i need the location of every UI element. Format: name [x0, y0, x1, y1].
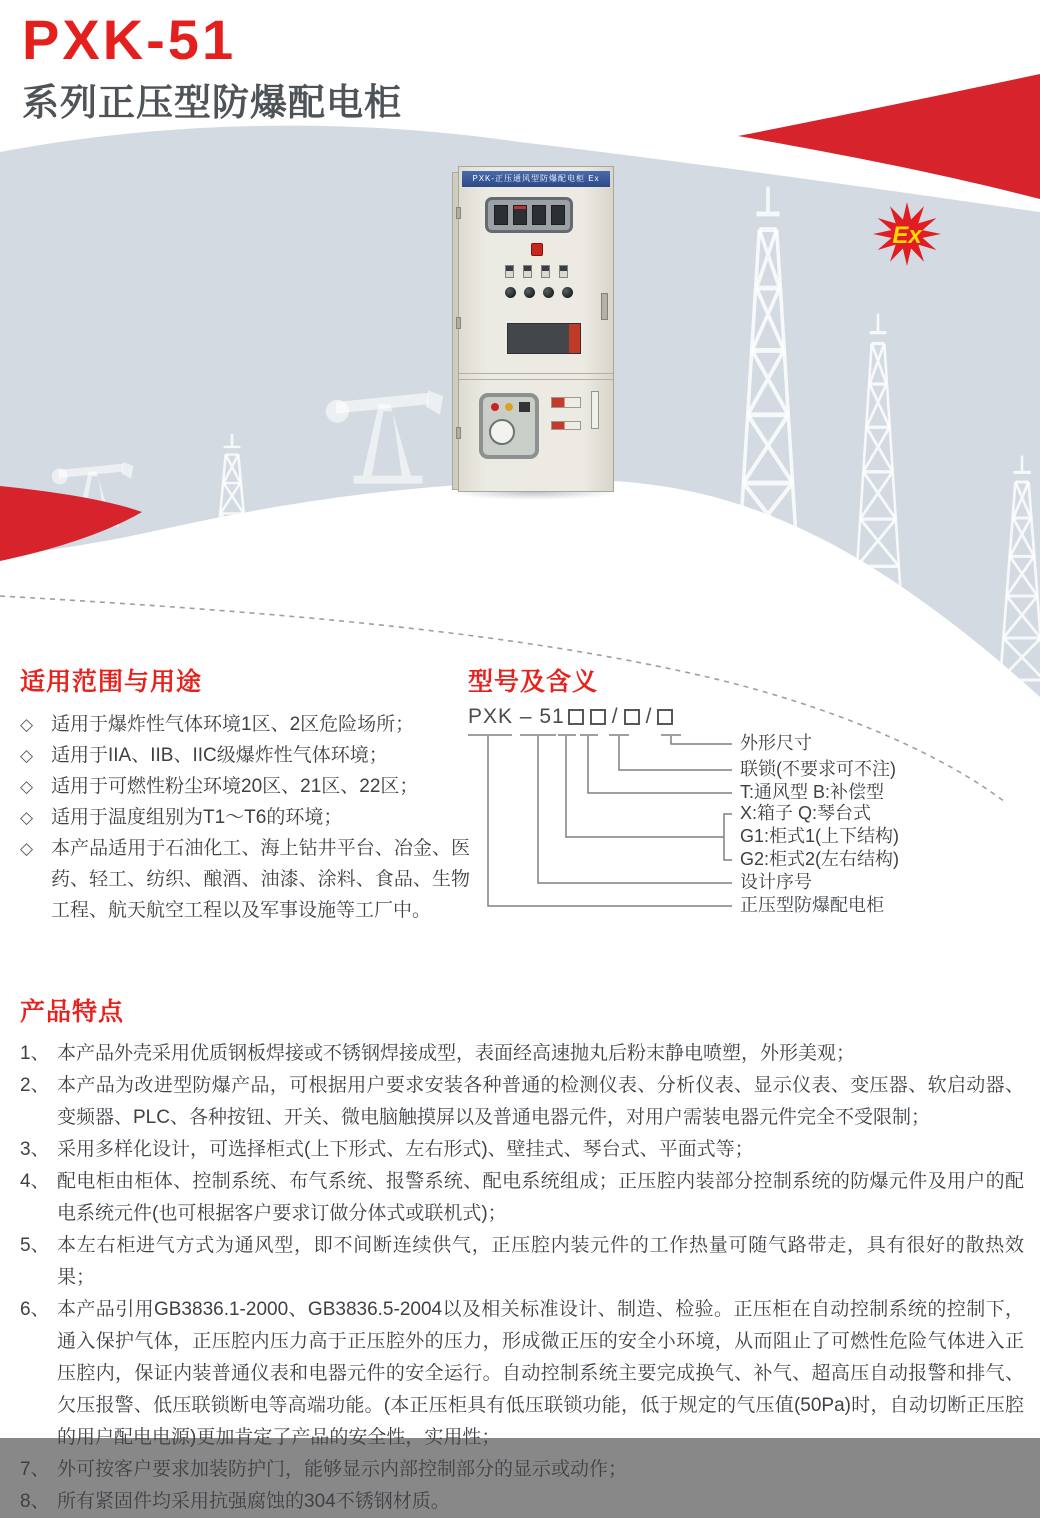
list-item: [20, 709, 470, 740]
yellow-button: [505, 403, 513, 411]
switch: [559, 265, 568, 278]
cabinet-nameplate: PXK-正压通风型防爆配电柜 Ex: [462, 171, 610, 187]
knob-row: [505, 287, 573, 298]
model-slash: /: [611, 705, 618, 728]
switch: [505, 265, 514, 278]
model-label: 联锁(不要求可不注): [740, 759, 896, 779]
feature-number: 8、: [20, 1491, 50, 1512]
feature-number: 5、: [20, 1235, 50, 1256]
feature-text: 本产品引用GB3836.1-2000、GB3836.5-2004以及相关标准设计、制造、检验。正压柜在自动控制系统的控制下，通入保护气体，正压腔内压力高于正压腔外的压力，形成微正压的安全小环境，从而阻止了可燃性危险气体进入正压腔内，保证内装普通仪表和电器元件的安全运行。自动控制系统主要完成换气、补气、超高压自动报警和排气、欠压报警、低压联锁断电等高端功能。(本正压柜具有低压联锁功能，低于规定的气压值(50Pa)时，自动切断正压腔的用户配电电源)更加肯定了产品的安全性，实用性；: [57, 1299, 1024, 1448]
feature-item: [20, 1070, 1024, 1134]
feature-text: 外可按客户要求加装防护门，能够显示内部控制部分的显示或动作；: [57, 1459, 628, 1480]
features-section: [20, 992, 1024, 1518]
model-label: 设计序号: [740, 872, 812, 892]
feature-text: 所有紧固件均采用抗强腐蚀的304不锈钢材质。: [57, 1491, 450, 1512]
meter: [532, 205, 546, 225]
model-label: T:通风型 B:补偿型: [740, 782, 885, 802]
switch: [523, 265, 532, 278]
diamond-bullet-icon: ◇: [20, 839, 34, 858]
diamond-bullet-icon: ◇: [20, 715, 34, 734]
features-section-title: 产品特点: [20, 998, 125, 1026]
knob: [505, 287, 516, 298]
hinge: [456, 317, 461, 329]
page-title: PXK-51: [22, 8, 237, 71]
usage-section: [20, 662, 470, 926]
feature-number: 3、: [20, 1139, 50, 1160]
feature-number: 6、: [20, 1299, 50, 1320]
model-label: G2:柜式2(左右结构): [740, 849, 900, 869]
brand-header: [22, 8, 402, 126]
model-box: [624, 709, 640, 725]
model-section: [468, 662, 1028, 932]
item-text: 本产品适用于石油化工、海上钻井平台、冶金、医药、轻工、纺织、酿酒、油漆、涂料、食品、生物工程、航天航空工程以及军事设施等工厂中。: [51, 838, 470, 921]
diamond-bullet-icon: ◇: [20, 808, 34, 827]
feature-text: 采用多样化设计，可选择柜式(上下形式、左右形式)、壁挂式、琴台式、平面式等；: [57, 1139, 754, 1160]
warning-label: [551, 421, 581, 430]
feature-text: 本产品外壳采用优质钢板焊接或不锈钢焊接成型，表面经高速抛丸后粉末静电喷塑，外形美观；: [57, 1043, 856, 1064]
item-text: 适用于爆炸性气体环境1区、2区危险场所；: [51, 714, 415, 735]
usage-section-title: 适用范围与用途: [20, 668, 203, 696]
ex-label: Ex: [892, 222, 922, 249]
feature-text: 本左右柜进气方式为通风型，即不间断连续供气，正压腔内装元件的工作热量可随气路带走，具有很好的散热效果；: [57, 1235, 1024, 1288]
list-item: [20, 771, 470, 802]
louver-panel: [507, 323, 581, 354]
switch-row: [505, 265, 568, 278]
feature-item: [20, 1166, 1024, 1230]
warning-label: [551, 397, 581, 408]
round-gauge: [489, 419, 515, 445]
model-code-prefix: PXK – 51: [468, 705, 565, 728]
knob: [543, 287, 554, 298]
product-photo: [448, 162, 620, 504]
switch: [541, 265, 550, 278]
feature-item: [20, 1294, 1024, 1454]
model-box: [590, 709, 606, 725]
feature-item: [20, 1454, 1024, 1486]
list-item: [20, 833, 470, 926]
meter: [494, 205, 508, 225]
feature-number: 4、: [20, 1171, 50, 1192]
hinge: [456, 207, 461, 219]
cabinet-lower-window: [479, 393, 539, 459]
model-label: 正压型防爆配电柜: [740, 895, 884, 915]
model-label: X:箱子 Q:琴台式: [740, 803, 872, 823]
model-box: [568, 709, 584, 725]
ex-certification-icon: [871, 200, 943, 268]
meter: [551, 205, 565, 225]
model-slash: /: [645, 705, 652, 728]
red-button: [491, 403, 499, 411]
feature-item: [20, 1486, 1024, 1518]
feature-number: 1、: [20, 1043, 50, 1064]
diamond-bullet-icon: ◇: [20, 777, 34, 796]
hinge: [456, 427, 461, 439]
door-handle: [601, 293, 608, 320]
feature-number: 7、: [20, 1459, 50, 1480]
page-subtitle: 系列正压型防爆配电柜: [22, 82, 402, 123]
diamond-bullet-icon: ◇: [20, 746, 34, 765]
item-text: 适用于可燃性粉尘环境20区、21区、22区；: [51, 776, 419, 797]
feature-text: 本产品为改进型防爆产品，可根据用户要求安装各种普通的检测仪表、分析仪表、显示仪表、变压器、软启动器、变频器、PLC、各种按钮、开关、微电脑触摸屏以及普通电器元件，对用户需装电器元件完全不受限制；: [57, 1075, 1024, 1128]
model-label: 外形尺寸: [740, 733, 812, 753]
list-item: [20, 802, 470, 833]
door-seam: [459, 379, 613, 380]
door-seam: [459, 373, 613, 374]
model-label: G1:柜式1(上下结构): [740, 826, 900, 846]
pilot-lamp: [531, 243, 543, 256]
meter: [513, 205, 527, 225]
feature-item: [20, 1134, 1024, 1166]
feature-item: [20, 1230, 1024, 1294]
red-stripe: [569, 324, 580, 353]
model-code: [468, 706, 676, 728]
feature-number: 2、: [20, 1075, 50, 1096]
vertical-gauge: [591, 391, 599, 429]
knob: [524, 287, 535, 298]
model-section-title: 型号及含义: [468, 668, 599, 696]
list-item: [20, 740, 470, 771]
item-text: 适用于IIA、IIB、IIC级爆炸性气体环境；: [51, 745, 388, 766]
model-box: [657, 709, 673, 725]
cabinet-body: [458, 166, 614, 492]
display-box: [519, 402, 530, 412]
knob: [562, 287, 573, 298]
feature-item: [20, 1038, 1024, 1070]
item-text: 适用于温度组别为T1～T6的环境；: [51, 807, 343, 828]
feature-text: 配电柜由柜体、控制系统、布气系统、报警系统、配电系统组成；正压腔内装部分控制系统的防爆元件及用户的配电系统元件(也可根据客户要求订做分体式或联机式)；: [57, 1171, 1024, 1224]
cabinet-meter-window: [485, 197, 573, 233]
